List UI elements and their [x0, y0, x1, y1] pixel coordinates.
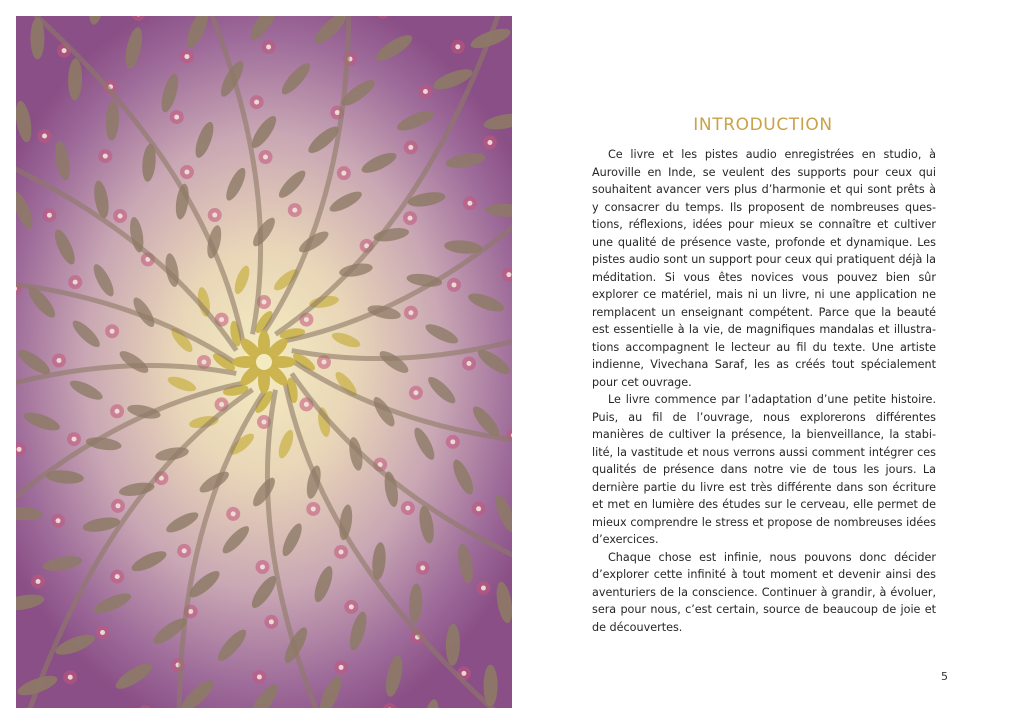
blossom-motif [131, 16, 145, 21]
blossom-center [476, 506, 481, 511]
blossom-center [115, 409, 120, 414]
blossom-center [47, 213, 52, 218]
leaf-motif [16, 506, 43, 521]
body-text [592, 146, 936, 636]
mandala-artwork-page [16, 16, 512, 708]
blossom-center [182, 548, 187, 553]
blossom-center [219, 402, 224, 407]
blossom-center [219, 317, 224, 322]
leaf-motif [90, 262, 117, 299]
text-page [528, 0, 1008, 724]
blossom-center [174, 115, 179, 120]
blossom-center [466, 361, 471, 366]
leaf-motif [423, 321, 461, 348]
leaf-motif [377, 347, 412, 376]
leaf-motif [408, 583, 423, 624]
leaf-motif [246, 681, 282, 708]
leaf-motif [311, 564, 336, 604]
leaf-motif [483, 111, 512, 132]
leaf-motif [42, 554, 84, 574]
blossom-center [455, 44, 460, 49]
blossom-center [262, 300, 267, 305]
leaf-motif [87, 16, 108, 26]
paragraph: Chaque chose est infinie, nous pouvons donc décider d’explorer cette infinité à tout moment et devenir ainsi des aventuriers de la conscience. Continuer à grandir, à évoluer, sera pour nous, c’est certain, source de beaucoup de joie et de découvertes. [592, 550, 936, 634]
leaf-motif [411, 425, 438, 462]
blossom-motif [138, 705, 152, 708]
leaf-motif [425, 373, 459, 407]
blossom-center [110, 329, 115, 334]
blossom-center [506, 272, 511, 277]
leaf-motif [183, 16, 213, 51]
blossom-center [103, 154, 108, 159]
blossom-center [72, 437, 77, 442]
blossom-center [62, 48, 67, 53]
blossom-center [56, 518, 61, 523]
blossom-center [423, 89, 428, 94]
leaf-motif [249, 475, 278, 510]
blossom-center [212, 213, 217, 218]
leaf-motif [466, 290, 506, 315]
vine-motif [16, 127, 236, 350]
blossom-center [115, 503, 120, 508]
leaf-motif [456, 543, 476, 585]
leaf-motif [449, 457, 477, 497]
blossom-center [311, 506, 316, 511]
blossom-center [231, 511, 236, 516]
blossom-center [73, 280, 78, 285]
blossom-center [100, 630, 105, 635]
blossom-center [467, 201, 472, 206]
blossom-center [184, 54, 189, 59]
blossom-center [339, 549, 344, 554]
blossom-center [408, 145, 413, 150]
paragraph: Ce livre et les pistes audio enregistrées en studio, à Auroville en Inde, se veulent des supports pour ceux qui souhaitent avancer vers plus d’harmonie et qui sont prêts à y consacrer du temps. Ils proposent de nombreuses questions, réflexions, idées pour mieux se connaître et cultiver une qualité de présence vaste, profonde et dynamique. Les pistes audio sont un support pour ceux qui pratiquent déjà la méditation. Si vous êtes novices vous pouvez bien sûr explorer ce matériel, mais ni un livre, ni une application ne remplacent un enseignant compétent. Parce que la beauté est essentielle à la vie, de magnifiques mandalas et illustrations accompagnent le lecteur au fil du texte. Une artiste indienne, Vivechana Saraf, les as créés tout spécialement pour cet ouvrage. [592, 148, 936, 389]
blossom-center [269, 619, 274, 624]
blossom-center [188, 609, 193, 614]
vine-motif [184, 16, 261, 334]
paragraph: Le livre commence par l’adaptation d’une petite histoire. Puis, au fil de l’ouvrage, nous explorerons différentes manières de cultiver la présence, la bienveillance, la stabilité, la vastitude et nous verrons aussi comment intégrer ces qualités de présence dans notre vie de tous les jours. La dernière partie du livre est très différente dans son écriture et met en lumière des études sur le cerveau, elle permet de mieux comprendre le stress et propose de nombreuses idées d’exercices. [592, 393, 936, 546]
leaf-motif [249, 215, 278, 250]
leaf-motif [158, 72, 181, 114]
leaf-motif [166, 374, 198, 395]
blossom-center [450, 439, 455, 444]
leaf-motif [492, 493, 512, 535]
leaf-motif [51, 227, 79, 267]
blossom-center [118, 213, 123, 218]
leaf-motif [123, 26, 146, 70]
leaf-motif [178, 676, 218, 708]
leaf-motif [485, 203, 512, 218]
leaf-motif [278, 59, 314, 98]
blossom-motif [376, 16, 390, 19]
page-number: 5 [941, 670, 948, 683]
leaf-motif [420, 698, 441, 708]
leaf-motif [445, 624, 460, 666]
leaf-motif [279, 521, 306, 559]
leaf-motif [69, 317, 103, 351]
leaf-motif [67, 377, 105, 404]
blossom-center [413, 390, 418, 395]
leaf-motif [383, 654, 406, 698]
leaf-motif [494, 581, 512, 625]
leaf-motif [275, 167, 309, 201]
leaf-motif [22, 409, 62, 434]
blossom-center [304, 402, 309, 407]
blossom-center [349, 604, 354, 609]
blossom-center [184, 170, 189, 175]
blossom-center [262, 420, 267, 425]
blossom-center [408, 310, 413, 315]
blossom-center [451, 282, 456, 287]
blossom-center [461, 671, 466, 676]
blossom-center [42, 134, 47, 139]
blossom-center [322, 360, 327, 365]
leaf-motif [16, 189, 36, 231]
leaf-motif [276, 428, 297, 460]
leaf-motif [327, 188, 364, 215]
leaf-motif [192, 120, 217, 160]
blossom-center [341, 171, 346, 176]
blossom-center [408, 216, 413, 221]
blossom-center [263, 155, 268, 160]
leaf-motif [315, 673, 345, 708]
leaf-motif [214, 626, 250, 665]
leaf-motif [346, 610, 369, 652]
leaf-motif [16, 592, 45, 613]
leaf-motif [219, 523, 253, 557]
leaf-motif [310, 16, 350, 48]
leaf-motif [409, 16, 452, 21]
leaf-motif [164, 509, 201, 536]
leaf-motif [75, 703, 118, 708]
leaf-motif [129, 547, 169, 575]
leaf-motif [105, 100, 120, 141]
blossom-center [487, 140, 492, 145]
blossom-center [68, 675, 73, 680]
floral-mandala-illustration [16, 16, 512, 708]
blossom-center [292, 208, 297, 213]
blossom-center [335, 110, 340, 115]
vine-motif [267, 390, 344, 708]
leaf-motif [16, 100, 34, 144]
leaf-motif [91, 590, 133, 618]
blossom-center [266, 45, 271, 50]
blossom-center [260, 564, 265, 569]
blossom-center [304, 317, 309, 322]
blossom-center [405, 506, 410, 511]
blossom-center [202, 360, 207, 365]
blossom-motif [383, 703, 397, 708]
blossom-center [420, 565, 425, 570]
blossom-center [17, 447, 22, 452]
leaf-motif [330, 330, 362, 351]
blossom-center [257, 674, 262, 679]
leaf-motif [223, 165, 250, 203]
leaf-motif [232, 264, 253, 296]
blossom-center [115, 574, 120, 579]
leaf-motif [68, 58, 83, 100]
leaf-motif [246, 16, 282, 43]
blossom-center [481, 585, 486, 590]
leaf-motif [112, 659, 155, 693]
leaf-motif [53, 140, 73, 182]
blossom-center [339, 665, 344, 670]
leaf-motif [117, 347, 152, 376]
vine-motif [292, 373, 512, 596]
blossom-center [57, 358, 62, 363]
leaf-motif [445, 151, 487, 171]
blossom-center [36, 579, 41, 584]
leaf-motif [395, 107, 437, 135]
leaf-motif [359, 149, 399, 177]
page-title: INTRODUCTION [693, 115, 833, 136]
mandala-center [256, 354, 272, 370]
leaf-motif [373, 31, 416, 65]
blossom-center [254, 100, 259, 105]
